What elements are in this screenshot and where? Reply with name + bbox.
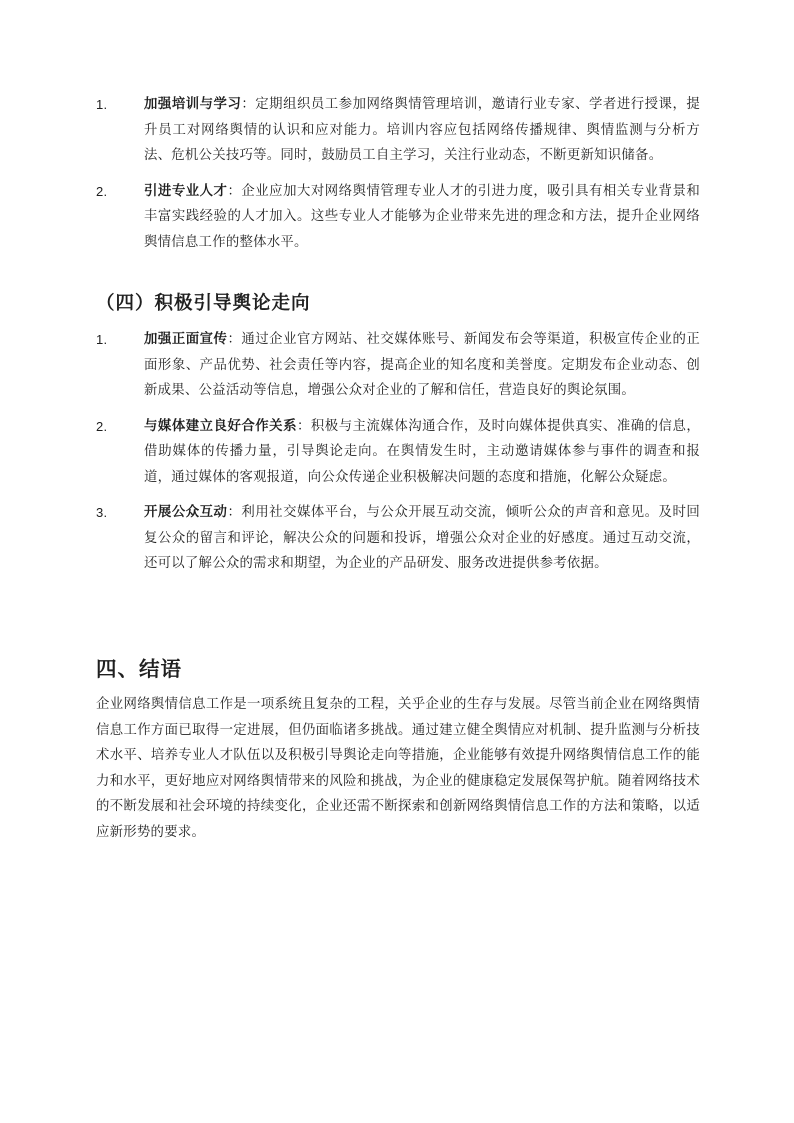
list-item-number: 1. [96, 332, 108, 347]
list-item-title: 加强正面宣传 [144, 332, 228, 347]
list-item-title: 开展公众互动 [144, 505, 228, 520]
list-item [96, 414, 700, 491]
list-item-title: 引进专业人才 [144, 183, 228, 199]
list-item-number: 3. [96, 505, 108, 520]
list-item-number: 2. [96, 418, 108, 434]
list-item-text: ：企业应加大对网络舆情管理专业人才的引进力度，吸引具有相关专业背景和丰富实践经验的人才加入。这些专业人才能够为企业带来先进的理念和方法，提升企业网络舆情信息工作的整体水平。 [144, 183, 701, 250]
list-item-title: 与媒体建立良好合作关系 [144, 418, 297, 434]
list-item-text: ：积极与主流媒体沟通合作，及时向媒体提供真实、准确的信息，借助媒体的传播力量，引导舆论走向。在舆情发生时，主动邀请媒体参与事件的调查和报道，通过媒体的客观报道，向公众传递企业积极解决问题的态度和措施，化解公众疑虑。 [144, 418, 701, 485]
list-item-number: 1. [96, 97, 108, 112]
list-item-title: 加强培训与学习 [144, 97, 242, 112]
list-item-text: ：定期组织员工参加网络舆情管理培训，邀请行业专家、学者进行授课，提升员工对网络舆情的认识和应对能力。培训内容应包括网络传播规律、舆情监测与分析方法、危机公关技巧等。同时，鼓励员工自主学习，关注行业动态，不断更新知识储备。 [144, 97, 701, 163]
talent-list [96, 92, 700, 265]
section-heading-guidance: （四）积极引导舆论走向 [96, 293, 311, 314]
list-item [96, 179, 700, 256]
list-item-number: 2. [96, 183, 108, 199]
list-item [96, 92, 700, 169]
list-item-text: ：利用社交媒体平台，与公众开展互动交流，倾听公众的声音和意见。及时回复公众的留言和评论，解决公众的问题和投诉，增强公众对企业的好感度。通过互动交流，还可以了解公众的需求和期望，为企业的产品研发、服务改进提供参考依据。 [144, 505, 701, 571]
list-item [96, 500, 700, 577]
list-item-text: ：通过企业官方网站、社交媒体账号、新闻发布会等渠道，积极宣传企业的正面形象、产品优势、社会责任等内容，提高企业的知名度和美誉度。定期发布企业动态、创新成果、公益活动等信息，增强公众对企业的了解和信任，营造良好的舆论氛围。 [144, 332, 701, 398]
conclusion-paragraph: 企业网络舆情信息工作是一项系统且复杂的工程，关乎企业的生存与发展。尽管当前企业在网络舆情信息工作方面已取得一定进展，但仍面临诸多挑战。通过建立健全舆情应对机制、提升监测与分析技术水平、培养专业人才队伍以及积极引导舆论走向等措施，企业能够有效提升网络舆情信息工作的能力和水平，更好地应对网络舆情带来的风险和挑战，为企业的健康稳定发展保驾护航。随着网络技术的不断发展和社会环境的持续变化，企业还需不断探索和创新网络舆情信息工作的方法和策略，以适应新形势的要求。 [96, 697, 700, 840]
list-item [96, 327, 700, 404]
guidance-list [96, 327, 700, 587]
section-heading-conclusion: 四、结语 [96, 657, 182, 681]
